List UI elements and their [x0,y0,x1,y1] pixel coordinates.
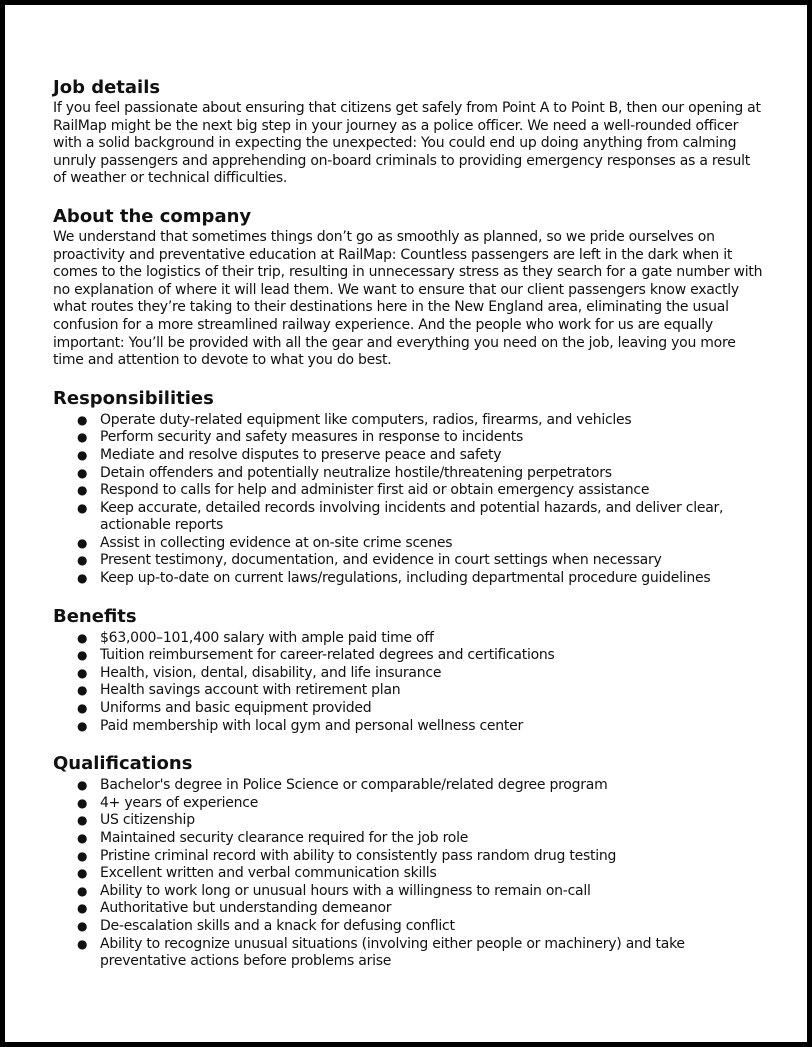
benefit-item-text: $63,000–101,400 salary with ample paid time off [100,629,434,646]
bullet-icon: ● [77,665,88,680]
benefit-item-text: Tuition reimbursement for career-related degrees and certifications [100,647,555,664]
bullet-icon: ● [77,447,88,462]
benefit-item [77,665,767,683]
benefit-item-text: Paid membership with local gym and personal wellness center [100,717,523,734]
bullet-icon: ● [77,848,88,863]
benefit-item [77,630,767,648]
bullet-icon: ● [77,465,88,480]
qualification-item-text: Maintained security clearance required for the job role [100,830,469,846]
bullet-icon: ● [77,866,88,881]
bullet-icon: ● [77,535,88,550]
job-details-section [53,77,767,188]
responsibility-item [77,500,767,535]
bullet-icon: ● [77,630,88,645]
qualification-item-text: 4+ years of experience [100,794,259,811]
benefit-item-text: Uniforms and basic equipment provided [100,700,372,717]
benefits-list [53,630,767,736]
about-company-section [53,206,767,370]
qualifications-heading: Qualifications [53,753,193,775]
bullet-icon: ● [77,500,88,515]
responsibilities-list [53,412,767,588]
bullet-icon: ● [77,553,88,568]
qualification-item-text: Pristine criminal record with ability to consistently pass random drug testing [100,847,617,864]
benefit-item [77,700,767,718]
about-company-text: We understand that sometimes things don’t go as smoothly as planned, so we pride ourselves on proactivity and preventative education at RailMap: Countless passengers are left in the dark when it comes to the logistics of their trip, resulting in unnecessary stress as they search for a gate number with no explanation of where it will lead them. We want to ensure that our client passengers know exactly what routes they’re taking to their destinations here in the New England area, eliminating the usual confusion for a more streamlined railway experience. And the people who work for us are equally important: You’ll be provided with all the gear and everything you need on the job, leaving you more time and attention to devote to what you do best. [53,228,763,369]
qualification-item-text: Ability to work long or unusual hours with a willingness to remain on-call [100,882,591,899]
job-details-heading: Job details [53,77,161,98]
bullet-icon: ● [77,936,88,951]
responsibility-item-text: Present testimony, documentation, and evidence in court settings when necessary [100,552,662,569]
qualification-item [77,883,767,901]
responsibility-item [77,465,767,483]
benefit-item [77,718,767,736]
qualification-item-text: Excellent written and verbal communication skills [100,865,437,882]
qualification-item [77,830,767,848]
qualification-item [77,918,767,936]
qualification-item [77,865,767,883]
bullet-icon: ● [77,778,88,793]
responsibility-item [77,429,767,447]
responsibility-item-text: Keep up-to-date on current laws/regulations, including departmental procedure guidelines [100,570,711,587]
bullet-icon: ● [77,918,88,933]
qualification-item [77,795,767,813]
bullet-icon: ● [77,483,88,498]
benefits-heading: Benefits [53,605,137,627]
responsibilities-section [53,388,767,588]
qualification-item-text: Ability to recognize unusual situations (involving either people or machinery) and take preventative actions before problems arise [100,935,685,970]
qualification-item [77,936,767,971]
responsibility-item [77,482,767,500]
responsibility-item-text: Respond to calls for help and administer first aid or obtain emergency assistance [100,482,650,499]
bullet-icon: ● [77,412,88,427]
responsibility-item-text: Operate duty-related equipment like computers, radios, firearms, and vehicles [100,411,632,428]
bullet-icon: ● [77,813,88,828]
qualifications-section [53,753,767,971]
qualification-item [77,777,767,795]
responsibility-item [77,412,767,430]
qualification-item-text: US citizenship [100,812,195,829]
bullet-icon: ● [77,701,88,716]
benefits-section [53,606,767,736]
qualification-item-text: De-escalation skills and a knack for defusing conflict [100,917,455,934]
responsibility-item-text: Detain offenders and potentially neutralize hostile/threatening perpetrators [100,464,612,481]
qualification-item [77,848,767,866]
bullet-icon: ● [77,718,88,733]
qualification-item [77,900,767,918]
benefit-item [77,682,767,700]
responsibility-item-text: Keep accurate, detailed records involving incidents and potential hazards, and deliver clear, actionable reports [100,499,724,534]
benefit-item [77,647,767,665]
bullet-icon: ● [77,430,88,445]
bullet-icon: ● [77,883,88,898]
responsibility-item [77,552,767,570]
qualification-item-text: Bachelor's degree in Police Science or comparable/related degree program [100,777,608,794]
bullet-icon: ● [77,901,88,916]
qualification-item [77,812,767,830]
bullet-icon: ● [77,831,88,845]
about-company-heading: About the company [53,205,252,227]
qualifications-list [53,777,767,971]
responsibility-item [77,447,767,465]
responsibility-item [77,570,767,588]
responsibility-item-text: Assist in collecting evidence at on-site crime scenes [100,534,453,551]
bullet-icon: ● [77,571,88,586]
responsibilities-heading: Responsibilities [53,387,214,409]
responsibility-item-text: Perform security and safety measures in response to incidents [100,429,523,446]
job-details-text: If you feel passionate about ensuring that citizens get safely from Point A to Point B, then our opening at RailMap might be the next big step in your journey as a police officer. We need a well-rounded officer with a solid background in expecting the unexpected: You could end up doing anything from calming unruly passengers and apprehending on-board criminals to providing emergency responses as a result of weather or technical difficulties. [53,100,761,187]
bullet-icon: ● [77,683,88,698]
responsibility-item-text: Mediate and resolve disputes to preserve peace and safety [100,446,502,463]
benefit-item-text: Health savings account with retirement plan [100,682,401,699]
qualification-item-text: Authoritative but understanding demeanor [100,900,392,917]
bullet-icon: ● [77,648,88,663]
benefit-item-text: Health, vision, dental, disability, and life insurance [100,664,442,681]
bullet-icon: ● [77,795,88,810]
responsibility-item [77,535,767,553]
